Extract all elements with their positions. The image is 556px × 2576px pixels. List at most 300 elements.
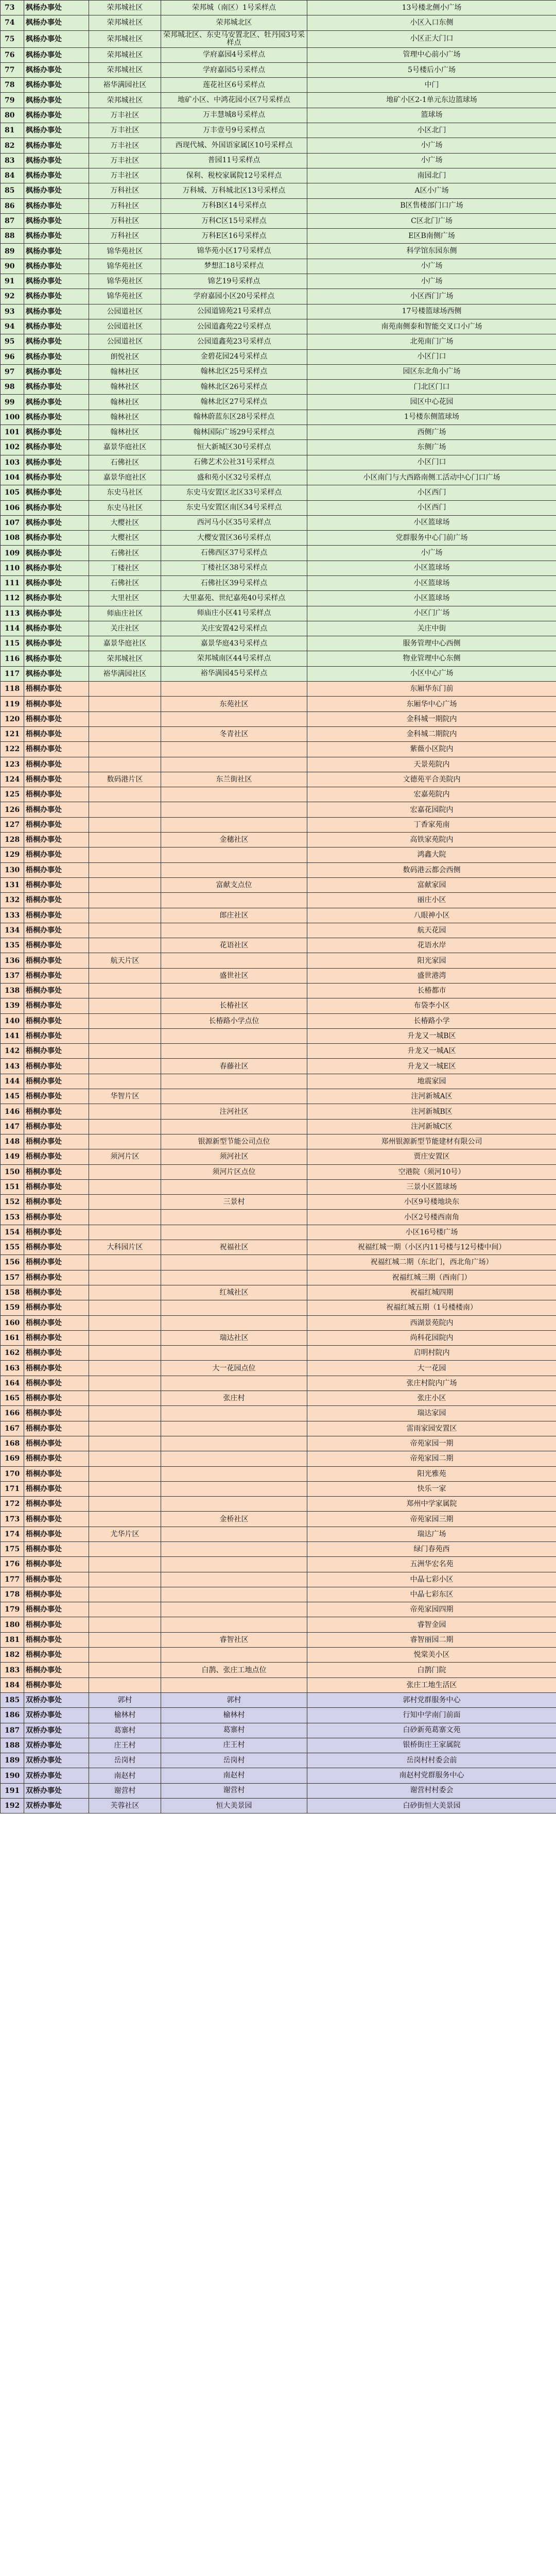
sampling-location-cell: 小区篮球场 xyxy=(307,575,556,590)
table-row xyxy=(1,726,556,741)
sampling-location-cell: 高铁家苑院内 xyxy=(307,833,556,848)
table-row xyxy=(1,289,556,304)
table-row xyxy=(1,1391,556,1406)
street-office-cell: 梧桐办事处 xyxy=(24,1587,89,1602)
community-cell: 翰林社区 xyxy=(89,380,161,395)
street-office-cell: 梧桐办事处 xyxy=(24,1104,89,1119)
community-cell: 锦华苑社区 xyxy=(89,274,161,289)
street-office-cell: 枫杨办事处 xyxy=(24,410,89,425)
street-office-cell: 梧桐办事处 xyxy=(24,1255,89,1270)
district-cell xyxy=(89,1270,161,1285)
street-office-cell: 双桥办事处 xyxy=(24,1783,89,1798)
sampling-site-cell: 公园道鑫苑22号采样点 xyxy=(161,319,307,334)
street-office-cell: 双桥办事处 xyxy=(24,1799,89,1814)
district-cell xyxy=(89,833,161,848)
community-cell: 睿智社区 xyxy=(161,1632,307,1647)
row-number-cell: 77 xyxy=(1,62,24,77)
community-cell xyxy=(161,1617,307,1632)
sampling-location-cell: 中晶七彩东区 xyxy=(307,1587,556,1602)
row-number-cell: 135 xyxy=(1,938,24,953)
row-number-cell: 166 xyxy=(1,1406,24,1421)
table-row xyxy=(1,1587,556,1602)
street-office-cell: 枫杨办事处 xyxy=(24,455,89,470)
street-office-cell: 梧桐办事处 xyxy=(24,1210,89,1225)
street-office-cell: 梧桐办事处 xyxy=(24,757,89,772)
sampling-site-cell: 地矿小区、中鸿花园小区7号采样点 xyxy=(161,93,307,108)
community-cell: 冬青社区 xyxy=(161,726,307,741)
table-row xyxy=(1,1451,556,1466)
sampling-location-cell: 小区9号楼地块东 xyxy=(307,1195,556,1210)
sampling-location-cell: B区售楼部门口广场 xyxy=(307,198,556,213)
table-row xyxy=(1,742,556,757)
sampling-location-cell: 13号楼北侧小广场 xyxy=(307,1,556,15)
table-row xyxy=(1,1753,556,1768)
row-number-cell: 95 xyxy=(1,334,24,349)
street-office-cell: 枫杨办事处 xyxy=(24,15,89,30)
table-row xyxy=(1,440,556,455)
table-row xyxy=(1,862,556,877)
street-office-cell: 梧桐办事处 xyxy=(24,1315,89,1330)
community-cell: 庄王村 xyxy=(89,1738,161,1753)
district-cell xyxy=(89,1134,161,1149)
table-row xyxy=(1,1210,556,1225)
table-row xyxy=(1,485,556,500)
street-office-cell: 梧桐办事处 xyxy=(24,1089,89,1104)
row-number-cell: 75 xyxy=(1,30,24,47)
sampling-location-cell: 南园北门 xyxy=(307,168,556,183)
row-number-cell: 154 xyxy=(1,1225,24,1240)
community-cell xyxy=(161,1648,307,1663)
table-row xyxy=(1,1481,556,1496)
street-office-cell: 枫杨办事处 xyxy=(24,651,89,666)
community-cell: 春藤社区 xyxy=(161,1059,307,1074)
district-cell xyxy=(89,1059,161,1074)
district-cell xyxy=(89,968,161,983)
district-cell xyxy=(89,1104,161,1119)
street-office-cell: 梧桐办事处 xyxy=(24,833,89,848)
sampling-location-cell: 小区篮球场 xyxy=(307,561,556,575)
sampling-site-cell: 裕华满园45号采样点 xyxy=(161,666,307,681)
street-office-cell: 梧桐办事处 xyxy=(24,908,89,923)
row-number-cell: 172 xyxy=(1,1497,24,1512)
sampling-location-cell: 三景小区篮球场 xyxy=(307,1179,556,1194)
district-cell xyxy=(89,787,161,802)
sampling-location-cell: 空港院（须河10号） xyxy=(307,1164,556,1179)
community-cell: 荣邦城社区 xyxy=(89,1,161,15)
community-cell: 须河社区 xyxy=(161,1149,307,1164)
table-row xyxy=(1,1089,556,1104)
sampling-location-cell: 谢营村村委会 xyxy=(307,1783,556,1798)
sampling-location-cell: 阳光家园 xyxy=(307,953,556,968)
community-cell: 郭村 xyxy=(89,1692,161,1707)
table-row xyxy=(1,1149,556,1164)
street-office-cell: 枫杨办事处 xyxy=(24,319,89,334)
row-number-cell: 119 xyxy=(1,697,24,711)
table-row xyxy=(1,1421,556,1436)
district-cell xyxy=(89,757,161,772)
street-office-cell: 枫杨办事处 xyxy=(24,395,89,410)
street-office-cell: 梧桐办事处 xyxy=(24,1376,89,1391)
row-number-cell: 147 xyxy=(1,1119,24,1134)
street-office-cell: 枫杨办事处 xyxy=(24,364,89,379)
community-cell xyxy=(161,802,307,817)
table-row xyxy=(1,515,556,530)
district-cell xyxy=(89,1225,161,1240)
sampling-location-cell: 园区东北角小广场 xyxy=(307,364,556,379)
row-number-cell: 80 xyxy=(1,108,24,123)
table-row xyxy=(1,998,556,1013)
row-number-cell: 88 xyxy=(1,229,24,244)
sampling-location-cell: 白砂街恒大美景园 xyxy=(307,1799,556,1814)
sampling-location-cell: 南苑南侧泰和智能交叉口小广场 xyxy=(307,319,556,334)
street-office-cell: 梧桐办事处 xyxy=(24,1617,89,1632)
community-cell: 祝福社区 xyxy=(161,1240,307,1255)
table-row xyxy=(1,546,556,561)
street-office-cell: 梧桐办事处 xyxy=(24,1225,89,1240)
sampling-location-cell: 小区16号楼广场 xyxy=(307,1225,556,1240)
community-cell: 公园道社区 xyxy=(89,304,161,319)
table-row xyxy=(1,1300,556,1315)
table-row xyxy=(1,364,556,379)
street-office-cell: 枫杨办事处 xyxy=(24,123,89,138)
sampling-site-cell: 榆林村 xyxy=(161,1708,307,1723)
sampling-location-cell: 小区门口 xyxy=(307,455,556,470)
table-row xyxy=(1,78,556,93)
row-number-cell: 164 xyxy=(1,1376,24,1391)
street-office-cell: 枫杨办事处 xyxy=(24,198,89,213)
street-office-cell: 梧桐办事处 xyxy=(24,1044,89,1059)
street-office-cell: 枫杨办事处 xyxy=(24,606,89,621)
community-cell: 红城社区 xyxy=(161,1285,307,1300)
street-office-cell: 梧桐办事处 xyxy=(24,1300,89,1315)
table-row xyxy=(1,1195,556,1210)
district-cell: 大科园片区 xyxy=(89,1240,161,1255)
sampling-site-cell: 翰林北区25号采样点 xyxy=(161,364,307,379)
sampling-location-cell: 中晶七彩小区 xyxy=(307,1572,556,1587)
table-row xyxy=(1,183,556,198)
street-office-cell: 梧桐办事处 xyxy=(24,1602,89,1617)
community-cell: 万丰社区 xyxy=(89,123,161,138)
table-row xyxy=(1,833,556,848)
street-office-cell: 梧桐办事处 xyxy=(24,1270,89,1285)
sampling-site-cell: 石佛社区39号采样点 xyxy=(161,575,307,590)
row-number-cell: 170 xyxy=(1,1466,24,1481)
sampling-location-cell: 快乐一家 xyxy=(307,1481,556,1496)
table-row xyxy=(1,1,556,15)
table-row xyxy=(1,575,556,590)
street-office-cell: 梧桐办事处 xyxy=(24,1451,89,1466)
sampling-location-cell: 盛世港湾 xyxy=(307,968,556,983)
street-office-cell: 梧桐办事处 xyxy=(24,772,89,787)
table-row xyxy=(1,1527,556,1541)
row-number-cell: 159 xyxy=(1,1300,24,1315)
table-row xyxy=(1,1044,556,1059)
street-office-cell: 梧桐办事处 xyxy=(24,1436,89,1451)
street-office-cell: 梧桐办事处 xyxy=(24,1179,89,1194)
row-number-cell: 107 xyxy=(1,515,24,530)
sampling-location-cell: 祝福红城五期（1号楼楼南） xyxy=(307,1300,556,1315)
community-cell: 万科社区 xyxy=(89,198,161,213)
street-office-cell: 梧桐办事处 xyxy=(24,1541,89,1556)
sampling-location-cell: 地震家园 xyxy=(307,1074,556,1089)
community-cell xyxy=(161,1028,307,1043)
community-cell xyxy=(161,1481,307,1496)
sampling-site-cell: 荣邦城南区44号采样点 xyxy=(161,651,307,666)
table-row xyxy=(1,1179,556,1194)
sampling-site-cell: 关庄安置42号采样点 xyxy=(161,621,307,636)
row-number-cell: 168 xyxy=(1,1436,24,1451)
row-number-cell: 158 xyxy=(1,1285,24,1300)
sampling-location-cell: 党群服务中心门前广场 xyxy=(307,531,556,546)
community-cell: 万科社区 xyxy=(89,229,161,244)
community-cell: 公园道社区 xyxy=(89,334,161,349)
row-number-cell: 136 xyxy=(1,953,24,968)
street-office-cell: 枫杨办事处 xyxy=(24,168,89,183)
community-cell: 丁楼社区 xyxy=(89,561,161,575)
table-row xyxy=(1,817,556,832)
table-row xyxy=(1,410,556,425)
table-row xyxy=(1,168,556,183)
community-cell xyxy=(161,682,307,697)
table-row xyxy=(1,953,556,968)
street-office-cell: 枫杨办事处 xyxy=(24,138,89,153)
sampling-site-cell: 谢营村 xyxy=(161,1783,307,1798)
district-cell xyxy=(89,1557,161,1572)
table-row xyxy=(1,1617,556,1632)
row-number-cell: 82 xyxy=(1,138,24,153)
sampling-location-cell: 东侧广场 xyxy=(307,440,556,455)
sampling-site-cell: 万科B区14号采样点 xyxy=(161,198,307,213)
sampling-location-cell: 小区篮球场 xyxy=(307,515,556,530)
street-office-cell: 枫杨办事处 xyxy=(24,440,89,455)
sampling-site-cell: 万丰慧城8号采样点 xyxy=(161,108,307,123)
street-office-cell: 梧桐办事处 xyxy=(24,1557,89,1572)
district-cell xyxy=(89,848,161,862)
sampling-site-cell: 锦艺19号采样点 xyxy=(161,274,307,289)
row-number-cell: 140 xyxy=(1,1013,24,1028)
sampling-location-cell: 1号楼东侧篮球场 xyxy=(307,410,556,425)
row-number-cell: 93 xyxy=(1,304,24,319)
district-cell xyxy=(89,984,161,998)
sampling-location-cell: 航天花园 xyxy=(307,923,556,938)
community-cell xyxy=(161,1406,307,1421)
sampling-location-cell: 阳光雅苑 xyxy=(307,1466,556,1481)
district-cell xyxy=(89,862,161,877)
district-cell xyxy=(89,1028,161,1043)
street-office-cell: 枫杨办事处 xyxy=(24,30,89,47)
sampling-location-cell: 雷雨家园安置区 xyxy=(307,1421,556,1436)
row-number-cell: 78 xyxy=(1,78,24,93)
street-office-cell: 枫杨办事处 xyxy=(24,334,89,349)
district-cell xyxy=(89,1436,161,1451)
sampling-location-cell: 小区南门与大西路南侧工活动中心门口广场 xyxy=(307,470,556,485)
community-cell: 长椿社区 xyxy=(161,998,307,1013)
row-number-cell: 103 xyxy=(1,455,24,470)
community-cell xyxy=(161,1210,307,1225)
row-number-cell: 81 xyxy=(1,123,24,138)
community-cell: 石佛社区 xyxy=(89,575,161,590)
sampling-location-cell: 瑞达家园 xyxy=(307,1406,556,1421)
row-number-cell: 143 xyxy=(1,1059,24,1074)
sampling-location-cell: E区B南侧广场 xyxy=(307,229,556,244)
table-row xyxy=(1,138,556,153)
district-cell xyxy=(89,908,161,923)
row-number-cell: 114 xyxy=(1,621,24,636)
district-cell xyxy=(89,742,161,757)
table-row xyxy=(1,923,556,938)
sampling-location-cell: 绿门春苑西 xyxy=(307,1541,556,1556)
row-number-cell: 89 xyxy=(1,244,24,259)
table-row xyxy=(1,62,556,77)
community-cell xyxy=(161,1451,307,1466)
street-office-cell: 梧桐办事处 xyxy=(24,1497,89,1512)
table-row xyxy=(1,591,556,606)
street-office-cell: 枫杨办事处 xyxy=(24,259,89,274)
district-cell: 尤华片区 xyxy=(89,1527,161,1541)
street-office-cell: 枫杨办事处 xyxy=(24,78,89,93)
street-office-cell: 枫杨办事处 xyxy=(24,153,89,168)
street-office-cell: 枫杨办事处 xyxy=(24,500,89,515)
street-office-cell: 梧桐办事处 xyxy=(24,1466,89,1481)
table-row xyxy=(1,259,556,274)
community-cell: 万丰社区 xyxy=(89,138,161,153)
sampling-location-cell: 金科城一期院内 xyxy=(307,711,556,726)
community-cell: 郎庄社区 xyxy=(161,908,307,923)
street-office-cell: 双桥办事处 xyxy=(24,1708,89,1723)
table-row xyxy=(1,349,556,364)
sampling-location-cell: 小广场 xyxy=(307,153,556,168)
sampling-site-cell: 郭村 xyxy=(161,1692,307,1707)
community-cell xyxy=(161,787,307,802)
street-office-cell: 枫杨办事处 xyxy=(24,636,89,651)
street-office-cell: 枫杨办事处 xyxy=(24,108,89,123)
street-office-cell: 梧桐办事处 xyxy=(24,802,89,817)
street-office-cell: 枫杨办事处 xyxy=(24,470,89,485)
sampling-location-cell: 岳岗村村委会前 xyxy=(307,1753,556,1768)
community-cell: 万丰社区 xyxy=(89,168,161,183)
sampling-location-cell: 注河新城B区 xyxy=(307,1104,556,1119)
row-number-cell: 182 xyxy=(1,1648,24,1663)
sampling-site-cell: 师庙庄小区41号采样点 xyxy=(161,606,307,621)
sampling-location-cell: 五洲华宏名苑 xyxy=(307,1557,556,1572)
sampling-location-cell: 中门 xyxy=(307,78,556,93)
district-cell: 数码港片区 xyxy=(89,772,161,787)
sampling-location-cell: 帝苑家园三期 xyxy=(307,1512,556,1527)
district-cell xyxy=(89,1285,161,1300)
street-office-cell: 枫杨办事处 xyxy=(24,244,89,259)
community-cell: 三景村 xyxy=(161,1195,307,1210)
community-cell xyxy=(161,1587,307,1602)
street-office-cell: 梧桐办事处 xyxy=(24,1572,89,1587)
table-row xyxy=(1,1723,556,1738)
table-row xyxy=(1,1346,556,1361)
district-cell xyxy=(89,726,161,741)
street-office-cell: 枫杨办事处 xyxy=(24,485,89,500)
table-row xyxy=(1,697,556,711)
row-number-cell: 131 xyxy=(1,877,24,892)
sampling-site-cell: 恒大新城区30号采样点 xyxy=(161,440,307,455)
street-office-cell: 梧桐办事处 xyxy=(24,1648,89,1663)
row-number-cell: 104 xyxy=(1,470,24,485)
street-office-cell: 梧桐办事处 xyxy=(24,1028,89,1043)
street-office-cell: 梧桐办事处 xyxy=(24,1512,89,1527)
row-number-cell: 97 xyxy=(1,364,24,379)
community-cell xyxy=(161,984,307,998)
row-number-cell: 152 xyxy=(1,1195,24,1210)
community-cell: 石佛社区 xyxy=(89,546,161,561)
community-cell: 东史马社区 xyxy=(89,500,161,515)
row-number-cell: 125 xyxy=(1,787,24,802)
row-number-cell: 191 xyxy=(1,1783,24,1798)
table-row xyxy=(1,682,556,697)
sampling-site-cell: 庄王村 xyxy=(161,1738,307,1753)
row-number-cell: 132 xyxy=(1,893,24,908)
sampling-site-cell: 翰林北区26号采样点 xyxy=(161,380,307,395)
community-cell xyxy=(161,1527,307,1541)
district-cell xyxy=(89,1391,161,1406)
community-cell xyxy=(161,953,307,968)
table-row xyxy=(1,380,556,395)
sampling-location-cell: 小区2号楼西南角 xyxy=(307,1210,556,1225)
district-cell xyxy=(89,923,161,938)
community-cell: 锦华苑社区 xyxy=(89,289,161,304)
street-office-cell: 梧桐办事处 xyxy=(24,1481,89,1496)
table-row xyxy=(1,1557,556,1572)
community-cell xyxy=(161,1376,307,1391)
community-cell: 金桥社区 xyxy=(161,1512,307,1527)
sampling-location-cell: 注河新城A区 xyxy=(307,1089,556,1104)
sampling-site-cell: 锦华苑小区17号采样点 xyxy=(161,244,307,259)
sampling-site-cell: 学府嘉园5号采样点 xyxy=(161,62,307,77)
sampling-site-cell: 翰林北区27号采样点 xyxy=(161,395,307,410)
sampling-location-cell: 物业管理中心东侧 xyxy=(307,651,556,666)
table-row xyxy=(1,621,556,636)
community-cell xyxy=(161,862,307,877)
district-cell xyxy=(89,1406,161,1421)
street-office-cell: 梧桐办事处 xyxy=(24,1059,89,1074)
table-row xyxy=(1,425,556,440)
table-row xyxy=(1,30,556,47)
sampling-location-cell: 南赵村党群服务中心 xyxy=(307,1768,556,1783)
row-number-cell: 100 xyxy=(1,410,24,425)
sampling-location-cell: 注河新城C区 xyxy=(307,1119,556,1134)
sampling-location-cell: 八眼神小区 xyxy=(307,908,556,923)
community-cell: 大樱社区 xyxy=(89,531,161,546)
row-number-cell: 148 xyxy=(1,1134,24,1149)
row-number-cell: 162 xyxy=(1,1346,24,1361)
district-cell xyxy=(89,1617,161,1632)
row-number-cell: 145 xyxy=(1,1089,24,1104)
sampling-location-cell: 尚科花园院内 xyxy=(307,1330,556,1345)
street-office-cell: 梧桐办事处 xyxy=(24,1527,89,1541)
table-row xyxy=(1,15,556,30)
community-cell: 石佛社区 xyxy=(89,455,161,470)
community-cell: 南赵村 xyxy=(89,1768,161,1783)
table-row xyxy=(1,787,556,802)
row-number-cell: 155 xyxy=(1,1240,24,1255)
row-number-cell: 134 xyxy=(1,923,24,938)
street-office-cell: 梧桐办事处 xyxy=(24,1195,89,1210)
sampling-site-cell: 岳岗村 xyxy=(161,1753,307,1768)
district-cell xyxy=(89,1602,161,1617)
table-row xyxy=(1,1104,556,1119)
table-row xyxy=(1,1164,556,1179)
row-number-cell: 105 xyxy=(1,485,24,500)
district-cell xyxy=(89,1210,161,1225)
community-cell xyxy=(161,1270,307,1285)
street-office-cell: 双桥办事处 xyxy=(24,1768,89,1783)
row-number-cell: 127 xyxy=(1,817,24,832)
